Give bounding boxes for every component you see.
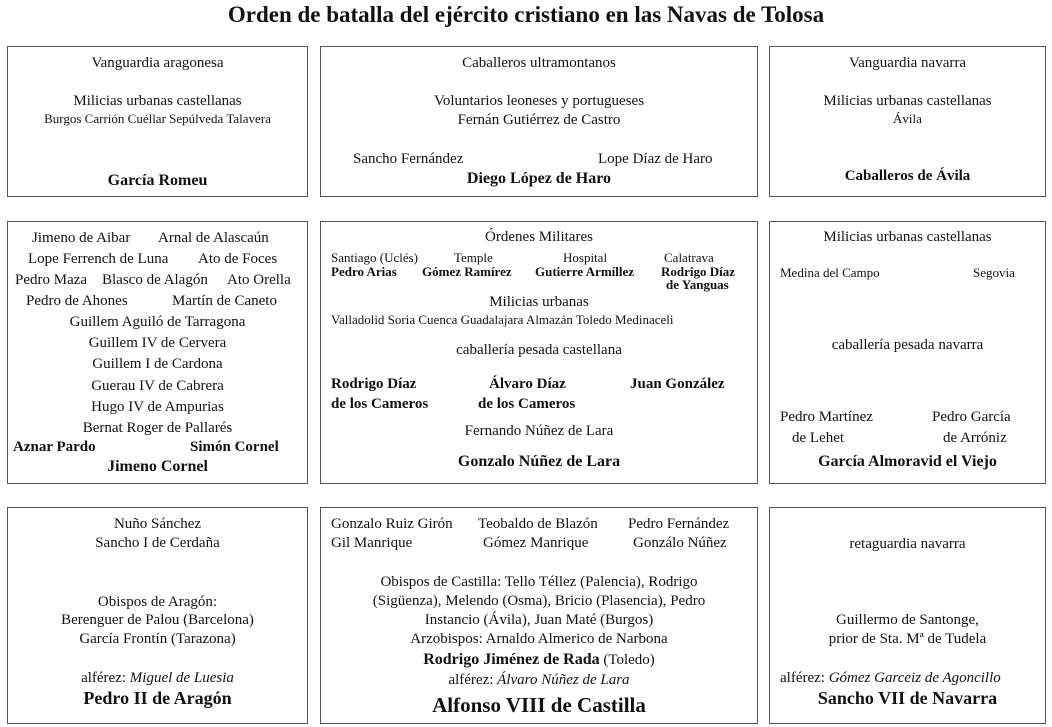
archbishop-toledo bbox=[321, 651, 757, 669]
king: Pedro II de Aragón bbox=[83, 688, 232, 708]
militia-heading: Milicias urbanas castellanas bbox=[823, 229, 992, 245]
noble: Arnal de Alascaún bbox=[158, 230, 269, 246]
noble: Bernat Roger de Pallarés bbox=[82, 420, 233, 436]
alferez-label: alférez: bbox=[81, 670, 127, 686]
box-king-castilla bbox=[320, 507, 758, 724]
order-master-cont: de Yanguas bbox=[666, 277, 729, 292]
knight: Álvaro Díaz bbox=[489, 376, 566, 392]
bishops-line: (Sigüenza), Melendo (Osma), Bricio (Plasencia), Pedro bbox=[372, 593, 706, 609]
knight-cont: de los Cameros bbox=[478, 396, 576, 412]
noble: Pedro Maza bbox=[15, 272, 88, 288]
commander: Gonzalo Núñez de Lara bbox=[457, 453, 621, 470]
noble: Teobaldo de Blazón bbox=[478, 516, 598, 532]
commander: Diego López de Haro bbox=[466, 170, 612, 187]
noble: Ato de Foces bbox=[198, 251, 278, 267]
bishops-heading: Obispos de Aragón: bbox=[97, 594, 218, 610]
noble: Gonzálo Núñez bbox=[633, 535, 727, 551]
box-aragonese-nobles bbox=[7, 221, 308, 484]
box-king-aragon bbox=[7, 507, 308, 724]
noble: Martín de Caneto bbox=[172, 293, 277, 309]
bishop: Berenguer de Palou (Barcelona) bbox=[61, 612, 254, 628]
knight: Rodrigo Díaz bbox=[331, 376, 417, 392]
orders-heading: Órdenes Militares bbox=[485, 229, 593, 245]
noble: Gómez Manrique bbox=[483, 535, 589, 551]
bishops-line: Instancio (Ávila), Juan Maté (Burgos) bbox=[424, 612, 654, 628]
noble: Guerau IV de Cabrera bbox=[91, 378, 224, 394]
second-in-command: Fernando Núñez de Lara bbox=[464, 423, 614, 439]
militia-city: Ávila bbox=[893, 111, 922, 126]
city: Segovia bbox=[973, 265, 1015, 280]
cavalry-heading: caballería pesada navarra bbox=[831, 337, 984, 353]
knight: Juan González bbox=[630, 376, 725, 392]
box-vanguardia-navarra bbox=[769, 46, 1046, 197]
order-master: Rodrigo Díaz bbox=[661, 264, 736, 279]
diagram-title: Orden de batalla del ejército cristiano en las Navas de Tolosa bbox=[227, 2, 825, 27]
prior-cont: prior de Sta. Mª de Tudela bbox=[828, 631, 987, 647]
militia-cities: Burgos Carrión Cuéllar Sepúlveda Talavera bbox=[44, 111, 271, 126]
knight-cont: de Arróniz bbox=[943, 430, 1007, 446]
bishops-line: Obispos de Castilla: Tello Téllez (Palencia), Rodrigo bbox=[380, 574, 698, 590]
militia-label: Milicias urbanas castellanas bbox=[73, 93, 242, 109]
noble: Nuño Sánchez bbox=[113, 516, 202, 532]
noble: Sancho I de Cerdaña bbox=[95, 535, 220, 551]
bishop: García Frontín (Tarazona) bbox=[79, 631, 236, 647]
prior: Guillermo de Santonge, bbox=[836, 612, 979, 628]
noble: Ato Orella bbox=[227, 272, 291, 288]
order-master: Gutierre Armíllez bbox=[535, 264, 635, 279]
noble-bold: Aznar Pardo bbox=[13, 439, 96, 455]
box-navarre-wing bbox=[769, 221, 1046, 484]
box-heading: Caballeros ultramontanos bbox=[462, 55, 616, 71]
archbishop-name: Rodrigo Jiménez de Rada bbox=[423, 651, 600, 668]
noble: Guillem I de Cardona bbox=[92, 356, 223, 372]
archbishop-see: (Toledo) bbox=[603, 652, 655, 668]
commander: Caballeros de Ávila bbox=[844, 168, 971, 184]
order-master: Pedro Arias bbox=[331, 264, 397, 279]
alferez-name: Miguel de Luesia bbox=[129, 670, 234, 686]
box-heading: Vanguardia navarra bbox=[848, 55, 967, 71]
knight: Pedro García bbox=[932, 409, 1011, 425]
king: Sancho VII de Navarra bbox=[817, 688, 998, 708]
order-name: Temple bbox=[454, 250, 493, 265]
noble: Blasco de Alagón bbox=[102, 272, 208, 288]
order-master: Gómez Ramírez bbox=[422, 264, 512, 279]
king: Alfonso VIII de Castilla bbox=[432, 693, 646, 717]
box-heading: Vanguardia aragonesa bbox=[91, 55, 224, 71]
box-vanguardia-aragonesa bbox=[7, 46, 308, 197]
alferez bbox=[780, 669, 1001, 687]
order-name: Hospital bbox=[563, 250, 608, 265]
box-king-navarra bbox=[769, 507, 1046, 724]
alferez bbox=[321, 671, 757, 689]
alferez bbox=[8, 669, 307, 687]
noble: Hugo IV de Ampurias bbox=[91, 399, 224, 415]
alferez-label: alférez: bbox=[780, 670, 825, 686]
alferez-name: Gómez Garceiz de Agoncillo bbox=[828, 670, 1001, 686]
noble: Pedro Fernández bbox=[628, 516, 730, 532]
noble: Lope Ferrench de Luna bbox=[28, 251, 169, 267]
box-main-body bbox=[320, 221, 758, 484]
volunteers-label: Voluntarios leoneses y portugueses bbox=[433, 93, 645, 109]
noble: Gil Manrique bbox=[331, 535, 413, 551]
city: Medina del Campo bbox=[780, 265, 880, 280]
cavalry-heading: caballería pesada castellana bbox=[456, 342, 622, 358]
box-caballeros-ultramontanos bbox=[320, 46, 758, 197]
alferez-label: alférez: bbox=[448, 672, 494, 688]
noble: Guillem Aguiló de Tarragona bbox=[69, 314, 246, 330]
noble: Jimeno de Aibar bbox=[32, 230, 131, 246]
militia-cities: Valladolid Soria Cuenca Guadalajara Almazán Toledo Medinaceli bbox=[331, 312, 674, 327]
commander: García Romeu bbox=[107, 172, 208, 189]
noble: Guillem IV de Cervera bbox=[88, 335, 227, 351]
alferez-name: Álvaro Núñez de Lara bbox=[497, 672, 630, 688]
order-name: Calatrava bbox=[664, 250, 714, 265]
volunteers-leader: Fernán Gutiérrez de Castro bbox=[457, 112, 621, 128]
order-name: Santiago (Uclés) bbox=[331, 250, 419, 265]
knight-right: Lope Díaz de Haro bbox=[598, 151, 713, 167]
commander: García Almoravid el Viejo bbox=[818, 453, 997, 470]
knight-cont: de los Cameros bbox=[331, 396, 429, 412]
archbishops-line: Arzobispos: Arnaldo Almerico de Narbona bbox=[410, 631, 668, 647]
noble: Gonzalo Ruiz Girón bbox=[331, 516, 453, 532]
militia-label: Milicias urbanas castellanas bbox=[823, 93, 992, 109]
noble-bold: Simón Cornel bbox=[190, 439, 279, 455]
knight-cont: de Lehet bbox=[792, 430, 845, 446]
commander: Jimeno Cornel bbox=[107, 458, 208, 475]
militia-heading: Milicias urbanas bbox=[489, 294, 589, 310]
knight-left: Sancho Fernández bbox=[353, 151, 464, 167]
box-heading: retaguardia navarra bbox=[849, 536, 966, 552]
knight: Pedro Martínez bbox=[780, 409, 873, 425]
noble: Pedro de Ahones bbox=[26, 293, 128, 309]
